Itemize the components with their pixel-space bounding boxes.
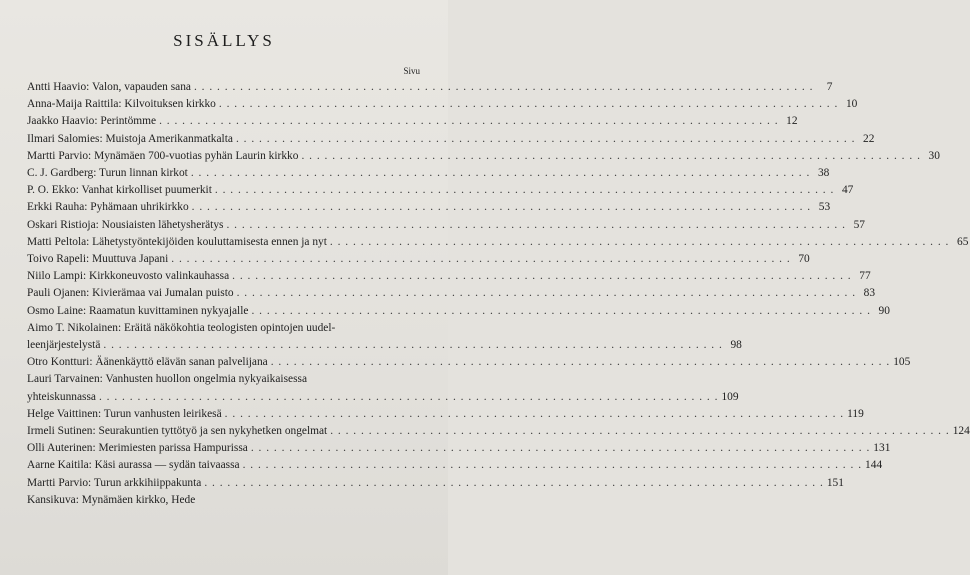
toc-entry: Ilmari Salomies: Muistoja Amerikanmatkalta . . . 22 bbox=[27, 131, 421, 148]
toc-entry: Antti Haavio: Valon, vapauden sana . . . 7 bbox=[27, 79, 421, 96]
page-column-header: Sivu bbox=[403, 66, 420, 76]
toc-entry: Aarne Kaitila: Käsi aurassa — sydän taivaassa . . . 144 bbox=[27, 457, 421, 474]
toc-entry: Otro Kontturi: Äänenkäyttö elävän sanan palvelijana . . . 105 bbox=[27, 354, 421, 371]
table-of-contents bbox=[27, 79, 970, 509]
page-title: SISÄLLYS bbox=[173, 31, 275, 50]
toc-entry: Aimo T. Nikolainen: Eräitä näkökohtia teologisten opintojen uudel- leenjärjestelystä . . . 98 bbox=[27, 320, 421, 354]
cover-note: Kansikuva: Mynämäen kirkko, Hede bbox=[27, 493, 196, 506]
toc-entry: Olli Auterinen: Merimiesten parissa Hampurissa . . . 131 bbox=[27, 440, 421, 457]
toc-entry: P. O. Ekko: Vanhat kirkolliset puumerkit . . . 47 bbox=[27, 182, 421, 199]
toc-entry: Jaakko Haavio: Perintömme . . . 12 bbox=[27, 113, 421, 130]
toc-entry: Helge Vaittinen: Turun vanhusten leirikesä . . . 119 bbox=[27, 406, 421, 423]
toc-entry: Osmo Laine: Raamatun kuvittaminen nykyajalle . . . 90 bbox=[27, 303, 421, 320]
toc-entry: Erkki Rauha: Pyhämaan uhrikirkko . . . 53 bbox=[27, 199, 421, 216]
toc-entry: Toivo Rapeli: Muuttuva Japani . . . 70 bbox=[27, 251, 421, 268]
toc-entry: Matti Peltola: Lähetystyöntekijöiden kouluttamisesta ennen ja nyt . . . 65 bbox=[27, 234, 421, 251]
toc-entry: Niilo Lampi: Kirkkoneuvosto valinkauhassa . . . 77 bbox=[27, 268, 421, 285]
toc-entry: C. J. Gardberg: Turun linnan kirkot . . . 38 bbox=[27, 165, 421, 182]
toc-entry: Martti Parvio: Turun arkkihiippakunta . . . 151 bbox=[27, 475, 421, 492]
toc-entry: Lauri Tarvainen: Vanhusten huollon ongelmia nykyaikaisessa yhteiskunnassa . . . 109 bbox=[27, 371, 421, 405]
toc-entry: Anna-Maija Raittila: Kilvoituksen kirkko . . . 10 bbox=[27, 96, 421, 113]
toc-entry: Oskari Ristioja: Nousiaisten lähetysherätys . . . 57 bbox=[27, 217, 421, 234]
toc-entry: Pauli Ojanen: Kivierämaa vai Jumalan puisto . . . 83 bbox=[27, 285, 421, 302]
toc-entry: Irmeli Sutinen: Seurakuntien tyttötyö ja sen nykyhetken ongelmat . . . 124 bbox=[27, 423, 421, 440]
toc-entry: Martti Parvio: Mynämäen 700-vuotias pyhän Laurin kirkko . . . 30 bbox=[27, 148, 421, 165]
